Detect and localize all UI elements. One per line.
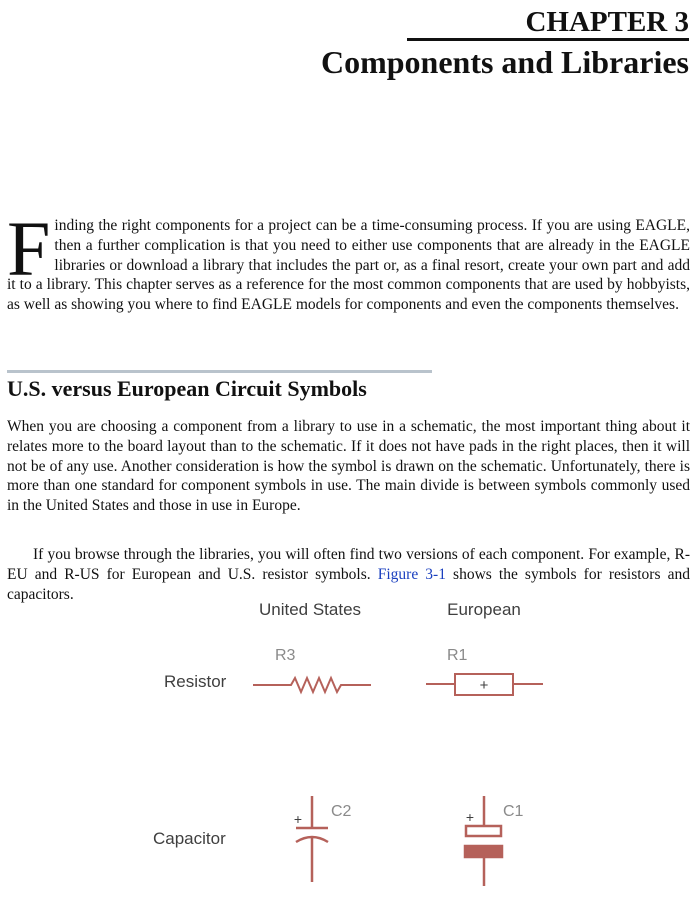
column-header-eu: European <box>447 600 521 619</box>
intro-paragraph <box>7 205 690 315</box>
section-rule <box>7 370 432 373</box>
paragraph-2-text-end: shows the symbols for resistors and capacitors. <box>7 565 690 603</box>
column-header-us: United States <box>258 600 362 619</box>
capacitor-us-plus: + <box>293 811 303 827</box>
resistor-us-ref: R3 <box>275 647 296 664</box>
intro-text: inding the right components for a project can be a time-consuming process. If you are using EAGLE, then a further complication is that you need to either use components that are already in the EAGLE libraries or download a library that includes the part or, as a final resort, create your own part and add it to a library. This chapter serves as a reference for the most common components that are used by hobbyists, as well as showing you where to find EAGLE models for components and even the components themselves. <box>7 217 690 314</box>
resistor-us-symbol <box>253 678 371 692</box>
capacitor-eu-plus: + <box>465 809 475 825</box>
figure-3-1 <box>0 590 695 905</box>
resistor-eu-plus: + <box>479 677 489 694</box>
body-paragraph-1: When you are choosing a component from a library to use in a schematic, the most important thing about it relates more to the board layout than to the schematic. If it does not have pads in the right places, then it will not be of any use. Another consideration is how the symbol is drawn on the schematic. Unfortunately, there is more than one standard for component symbols in use. The main divide is between symbols commonly used in the United States and those in use in Europe. <box>7 418 690 515</box>
capacitor-us-ref: C2 <box>331 803 352 820</box>
capacitor-us-symbol <box>293 796 328 882</box>
capacitor-eu-ref: C1 <box>503 803 524 820</box>
chapter-label: CHAPTER 3 <box>407 6 689 41</box>
row-label-capacitor: Capacitor <box>153 829 226 848</box>
resistor-eu-ref: R1 <box>447 647 468 664</box>
paragraph-2-text-start: If you browse through the libraries, you will often find two versions of each component. For example, R-EU and R-US for European and U.S. resistor symbols. <box>7 546 690 583</box>
chapter-title: Components and Libraries <box>320 44 689 80</box>
drop-cap: F <box>7 205 51 292</box>
row-label-resistor: Resistor <box>164 672 227 691</box>
figure-link[interactable]: Figure 3-1 <box>377 565 446 583</box>
section-heading: U.S. versus European Circuit Symbols <box>7 376 367 401</box>
